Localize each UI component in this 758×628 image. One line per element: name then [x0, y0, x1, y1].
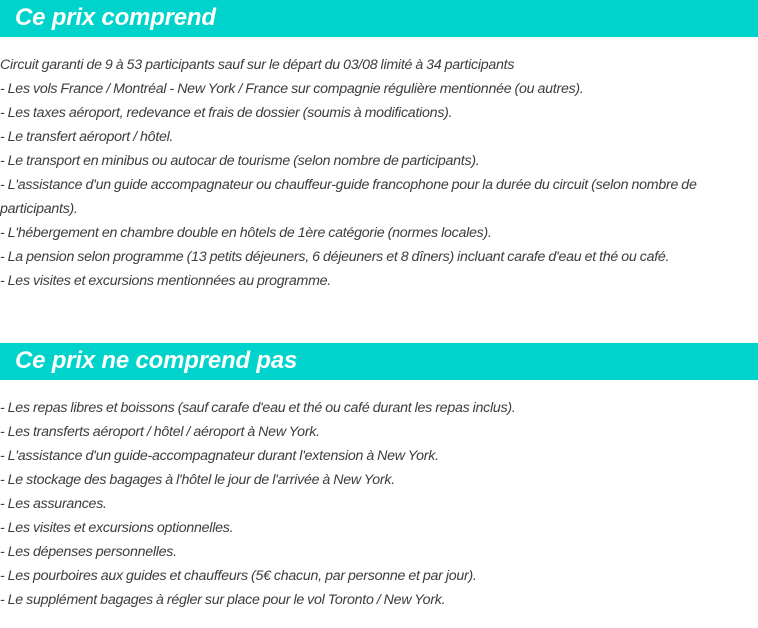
included-item-guide: - L'assistance d'un guide accompagnateur ou chauffeur-guide francophone pour la durée du circuit (selon nombre de participants).	[0, 177, 697, 217]
excluded-item-luggage-storage: - Le stockage des bagages à l'hôtel le jour de l'arrivée à New York.	[0, 472, 395, 488]
included-item-taxes: - Les taxes aéroport, redevance et frais de dossier (soumis à modifications).	[0, 105, 453, 121]
included-item-visits: - Les visites et excursions mentionnées au programme.	[0, 273, 332, 289]
excluded-item-insurance: - Les assurances.	[0, 496, 107, 512]
excluded-item-meals-drinks: - Les repas libres et boissons (sauf carafe d'eau et thé ou café durant les repas inclus).	[0, 400, 516, 416]
excluded-item-personal-expenses: - Les dépenses personnelles.	[0, 544, 177, 560]
included-section-title: Ce prix comprend	[15, 4, 216, 31]
included-item-accommodation: - L'hébergement en chambre double en hôtels de 1ère catégorie (normes locales).	[0, 225, 492, 241]
excluded-item-ny-transfers: - Les transferts aéroport / hôtel / aéroport à New York.	[0, 424, 320, 440]
excluded-item-luggage-supplement: - Le supplément bagages à régler sur place pour le vol Toronto / New York.	[0, 592, 446, 608]
included-item-transfer: - Le transfert aéroport / hôtel.	[0, 129, 174, 145]
included-section-header	[0, 0, 758, 37]
excluded-item-tips: - Les pourboires aux guides et chauffeurs (5€ chacun, par personne et par jour).	[0, 568, 477, 584]
included-item-flights: - Les vols France / Montréal - New York / France sur compagnie régulière mentionnée (ou autres).	[0, 81, 584, 97]
included-items-list	[0, 53, 758, 293]
excluded-section-title: Ce prix ne comprend pas	[15, 347, 298, 374]
included-item-meals: - La pension selon programme (13 petits déjeuners, 6 déjeuners et 8 dîners) incluant carafe d'eau et thé ou café.	[0, 249, 670, 265]
excluded-item-ny-guide: - L'assistance d'un guide-accompagnateur durant l'extension à New York.	[0, 448, 439, 464]
excluded-items-list	[0, 396, 758, 612]
excluded-section-header	[0, 343, 758, 380]
excluded-item-optional-visits: - Les visites et excursions optionnelles.	[0, 520, 234, 536]
included-item-transport: - Le transport en minibus ou autocar de tourisme (selon nombre de participants).	[0, 153, 480, 169]
included-item-guarantee: Circuit garanti de 9 à 53 participants sauf sur le départ du 03/08 limité à 34 participants	[0, 57, 515, 73]
